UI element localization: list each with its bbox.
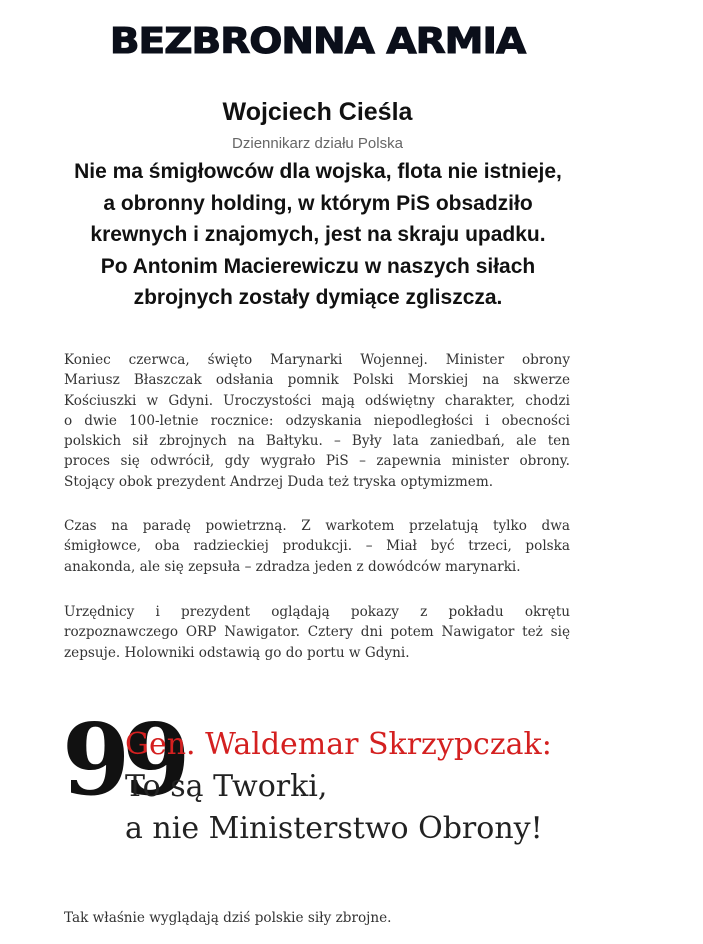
page-title: BEZBRONNA ARMIA — [109, 20, 526, 63]
paragraph-line: Kościuszki w Gdyni. Uroczystości mają odświętny charakter, chodzi — [64, 392, 570, 409]
lead-line: krewnych i znajomych, jest na skraju upadku. — [90, 223, 546, 246]
paragraph-line: śmigłowce, oba radzieckiej produkcji. – Miał być trzeci, polska — [64, 538, 570, 555]
quote-line: a nie Ministerstwo Obrony! — [125, 811, 543, 846]
quote-speaker: Gen. Waldemar Skrzypczak: — [125, 727, 552, 762]
paragraph-line: Urzędnicy i prezydent oglądają pokazy z pokładu okrętu — [64, 604, 570, 620]
paragraph-line: zepsuje. Holowniki odstawią go do portu w Gdyni. — [64, 644, 410, 661]
lead-line: zbrojnych zostały dymiące zgliszcza. — [133, 286, 503, 309]
author-role: Dziennikarz działu Polska — [232, 135, 403, 152]
paragraph-line: Mariusz Błaszczak odsłania pomnik Polski Morskiej na skwerze — [64, 372, 570, 389]
paragraph-line: Koniec czerwca, święto Marynarki Wojennej. Minister obrony — [64, 352, 570, 368]
author-name: Wojciech Cieśla — [222, 98, 413, 126]
paragraph-line: Czas na paradę powietrzną. Z warkotem przelatują tylko dwa — [64, 518, 570, 534]
pull-quote — [125, 724, 645, 850]
quote-line: To są Tworki, — [125, 769, 328, 804]
paragraph-line: rozpoznawczego ORP Nawigator. Cztery dni potem Nawigator też się — [64, 624, 570, 641]
body-paragraph-1 — [64, 350, 570, 492]
body-paragraph-2 — [64, 516, 570, 577]
paragraph-line: Stojący obok prezydent Andrzej Duda też tryska optymizmem. — [64, 473, 494, 490]
closing-sentence: Tak właśnie wyglądają dziś polskie siły zbrojne. — [64, 910, 392, 926]
paragraph-line: proces się odwrócił, gdy wygrało PiS – zapewnia minister obrony. — [64, 453, 570, 470]
lead-paragraph — [40, 156, 596, 314]
paragraph-line: anakonda, ale się zepsuła – zdradza jeden z dowódców marynarki. — [64, 558, 521, 575]
quote-mark-icon: 99 — [62, 703, 183, 818]
lead-line: Nie ma śmigłowców dla wojska, flota nie istnieje, — [74, 160, 562, 183]
paragraph-line: polskich sił zbrojnych na Bałtyku. – Były lata zaniedbań, ale ten — [64, 433, 570, 450]
body-paragraph-3 — [64, 602, 570, 663]
lead-line: a obronny holding, w którym PiS obsadziło — [103, 191, 533, 215]
lead-line: Po Antonim Macierewiczu w naszych siłach — [100, 254, 536, 278]
paragraph-line: o dwie 100-letnie rocznice: odzyskania niepodległości i obecności — [64, 412, 570, 429]
